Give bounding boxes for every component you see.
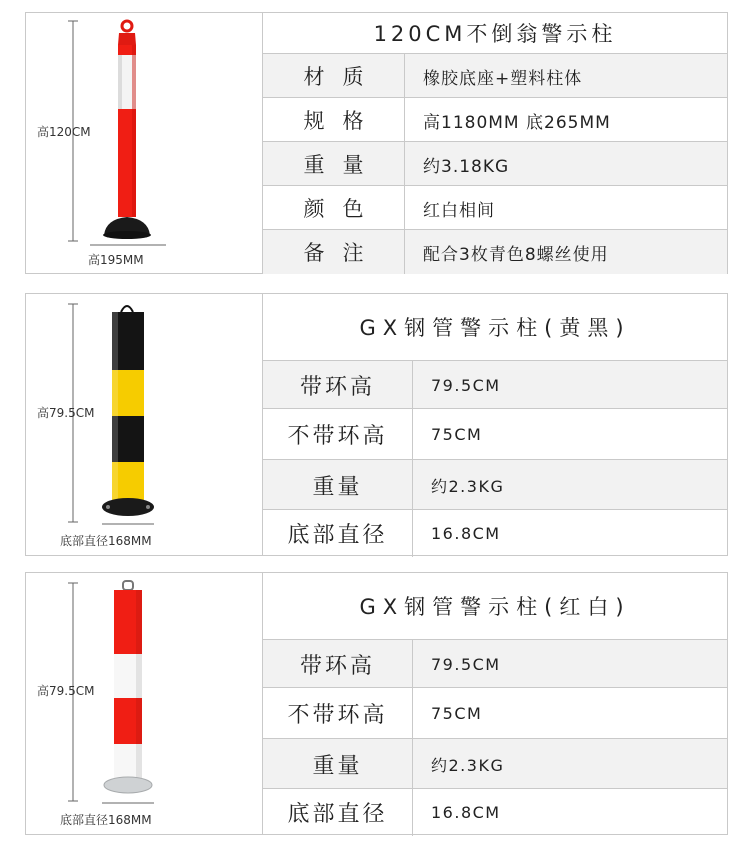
spec-table — [262, 13, 727, 273]
height-label: 高79.5CM — [37, 406, 95, 420]
spec-label: 带环高 — [263, 640, 413, 688]
spec-row — [263, 185, 727, 230]
spec-label: 材质 — [263, 54, 405, 98]
width-label: 高195MM — [88, 253, 144, 267]
spec-value: 16.8CM — [431, 803, 501, 822]
rubber-post-illustration — [26, 13, 262, 275]
bolt-hole — [106, 505, 110, 509]
band-shade — [118, 55, 122, 109]
product-image-red-white-post — [26, 573, 262, 834]
spec-value: 配合3枚青色8螺丝使用 — [423, 244, 609, 265]
height-label: 高79.5CM — [37, 684, 95, 698]
spec-row — [263, 141, 727, 186]
top-ring — [121, 306, 133, 312]
spec-label: 规格 — [263, 98, 405, 142]
spec-table — [262, 294, 727, 555]
spec-label: 重量 — [263, 460, 413, 510]
spec-value: 75CM — [431, 704, 483, 723]
spec-value: 约3.18KG — [423, 156, 510, 177]
yellow-black-post-illustration — [26, 294, 262, 557]
spec-value: 红白相间 — [423, 200, 495, 221]
product-panel-rubber-post — [25, 12, 728, 274]
spec-row — [263, 687, 727, 739]
red-white-post-illustration — [26, 573, 262, 836]
width-label: 底部直径168MM — [60, 534, 152, 548]
spec-value: 79.5CM — [431, 375, 501, 395]
post-shade — [132, 45, 136, 217]
spec-row — [263, 229, 727, 274]
top-ring — [122, 21, 132, 31]
post-shade — [136, 590, 142, 784]
spec-value: 约2.3KG — [431, 476, 505, 496]
spec-label: 颜色 — [263, 186, 405, 230]
spec-label: 重量 — [263, 142, 405, 186]
spec-row — [263, 53, 727, 98]
product-panel-red-white-post — [25, 572, 728, 835]
spec-label: 底部直径 — [263, 510, 413, 557]
spec-label: 备注 — [263, 230, 405, 274]
spec-label: 底部直径 — [263, 789, 413, 836]
spec-row — [263, 360, 727, 409]
product-image-yellow-black-post — [26, 294, 262, 555]
post-cap — [118, 33, 136, 45]
spec-row — [263, 639, 727, 688]
base-plate — [104, 777, 152, 793]
spec-label: 带环高 — [263, 361, 413, 409]
spec-table — [262, 573, 727, 834]
spec-value: 79.5CM — [431, 654, 501, 674]
spec-value: 16.8CM — [431, 524, 501, 543]
spec-value: 约2.3KG — [431, 755, 505, 775]
product-title: GX钢管警示柱(红白) — [263, 573, 727, 639]
width-label: 底部直径168MM — [60, 813, 152, 827]
product-title: GX钢管警示柱(黄黑) — [263, 294, 727, 360]
product-panel-yellow-black-post — [25, 293, 728, 556]
spec-row — [263, 788, 727, 836]
spec-label: 重量 — [263, 739, 413, 789]
spec-value: 橡胶底座+塑料柱体 — [423, 68, 583, 89]
product-image-rubber-post — [26, 13, 262, 273]
product-title: 120CM不倒翁警示柱 — [263, 13, 727, 53]
spec-value: 高1180MM 底265MM — [423, 112, 611, 133]
spec-row — [263, 509, 727, 557]
spec-row — [263, 97, 727, 142]
spec-value: 75CM — [431, 425, 483, 444]
spec-row — [263, 459, 727, 510]
post-highlight — [112, 312, 118, 506]
height-label: 高120CM — [37, 125, 91, 139]
spec-row — [263, 738, 727, 789]
spec-label: 不带环高 — [263, 688, 413, 739]
base-bottom — [103, 231, 151, 239]
spec-label: 不带环高 — [263, 409, 413, 460]
top-ring — [123, 581, 133, 590]
spec-row — [263, 408, 727, 460]
bolt-hole — [146, 505, 150, 509]
